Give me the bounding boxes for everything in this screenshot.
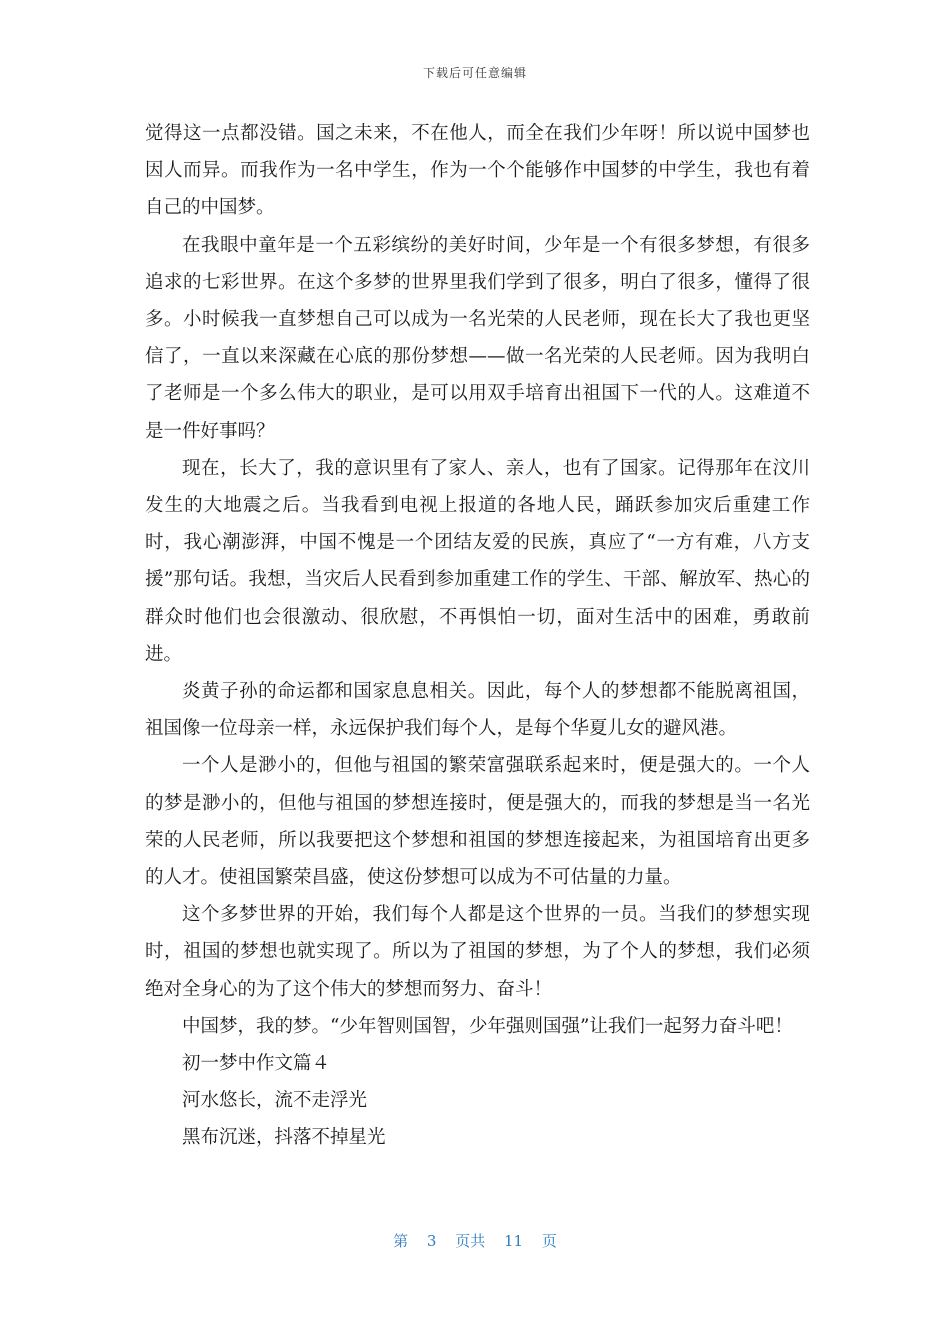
body-text [145, 115, 810, 1157]
paragraph: 这个多梦世界的开始，我们每个人都是这个世界的一员。当我们的梦想实现时，祖国的梦想也就实现了。所以为了祖国的梦想，为了个人的梦想，我们必须绝对全身心的为了这个伟大的梦想而努力、奋斗！ [145, 904, 810, 1000]
page-header: 下载后可任意编辑 [422, 66, 527, 80]
page-footer: 第 3 页共 11 页 [393, 1232, 557, 1250]
paragraph: 在我眼中童年是一个五彩缤纷的美好时间，少年是一个有很多梦想，有很多追求的七彩世界。在这个多梦的世界里我们学到了很多，明白了很多，懂得了很多。小时候我一直梦想自己可以成为一名光荣的人民老师，现在长大了我也更坚信了，一直以来深藏在心底的那份梦想——做一名光荣的人民老师。因为我明白了老师是一个多么伟大的职业，是可以用双手培育出祖国下一代的人。这难道不是一件好事吗？ [145, 234, 810, 442]
paragraph: 中国梦，我的梦。“少年智则国智，少年强则国强”让我们一起努力奋斗吧！ [182, 1015, 793, 1037]
paragraph: 一个人是渺小的，但他与祖国的繁荣富强联系起来时，便是强大的。一个人的梦是渺小的，但他与祖国的梦想连接时，便是强大的，而我的梦想是当一名光荣的人民老师，所以我要把这个梦想和祖国的梦想连接起来，为祖国培育出更多的人才。使祖国繁荣昌盛，使这份梦想可以成为不可估量的力量。 [145, 755, 810, 889]
paragraph: 炎黄子孙的命运都和国家息息相关。因此，每个人的梦想都不能脱离祖国，祖国像一位母亲一样，永远保护我们每个人，是每个华夏儿女的避风港。 [145, 681, 810, 740]
poem-line: 黑布沉迷，抖落不掉星光 [182, 1127, 386, 1149]
section-heading: 初一梦中作文篇４ [182, 1053, 331, 1075]
paragraph: 觉得这一点都没错。国之未来，不在他人，而全在我们少年呀！所以说中国梦也因人而异。而我作为一名中学生，作为一个个能够作中国梦的中学生，我也有着自己的中国梦。 [145, 123, 810, 219]
poem-line: 河水悠长，流不走浮光 [182, 1090, 368, 1112]
paragraph: 现在，长大了，我的意识里有了家人、亲人，也有了国家。记得那年在汶川发生的大地震之后。当我看到电视上报道的各地人民，踊跃参加灾后重建工作时，我心潮澎湃，中国不愧是一个团结友爱的民族，真应了“一方有难，八方支援”那句话。我想，当灾后人民看到参加重建工作的学生、干部、解放军、热心的群众时他们也会很激动、很欣慰，不再惧怕一切，面对生活中的困难，勇敢前进。 [145, 457, 810, 665]
